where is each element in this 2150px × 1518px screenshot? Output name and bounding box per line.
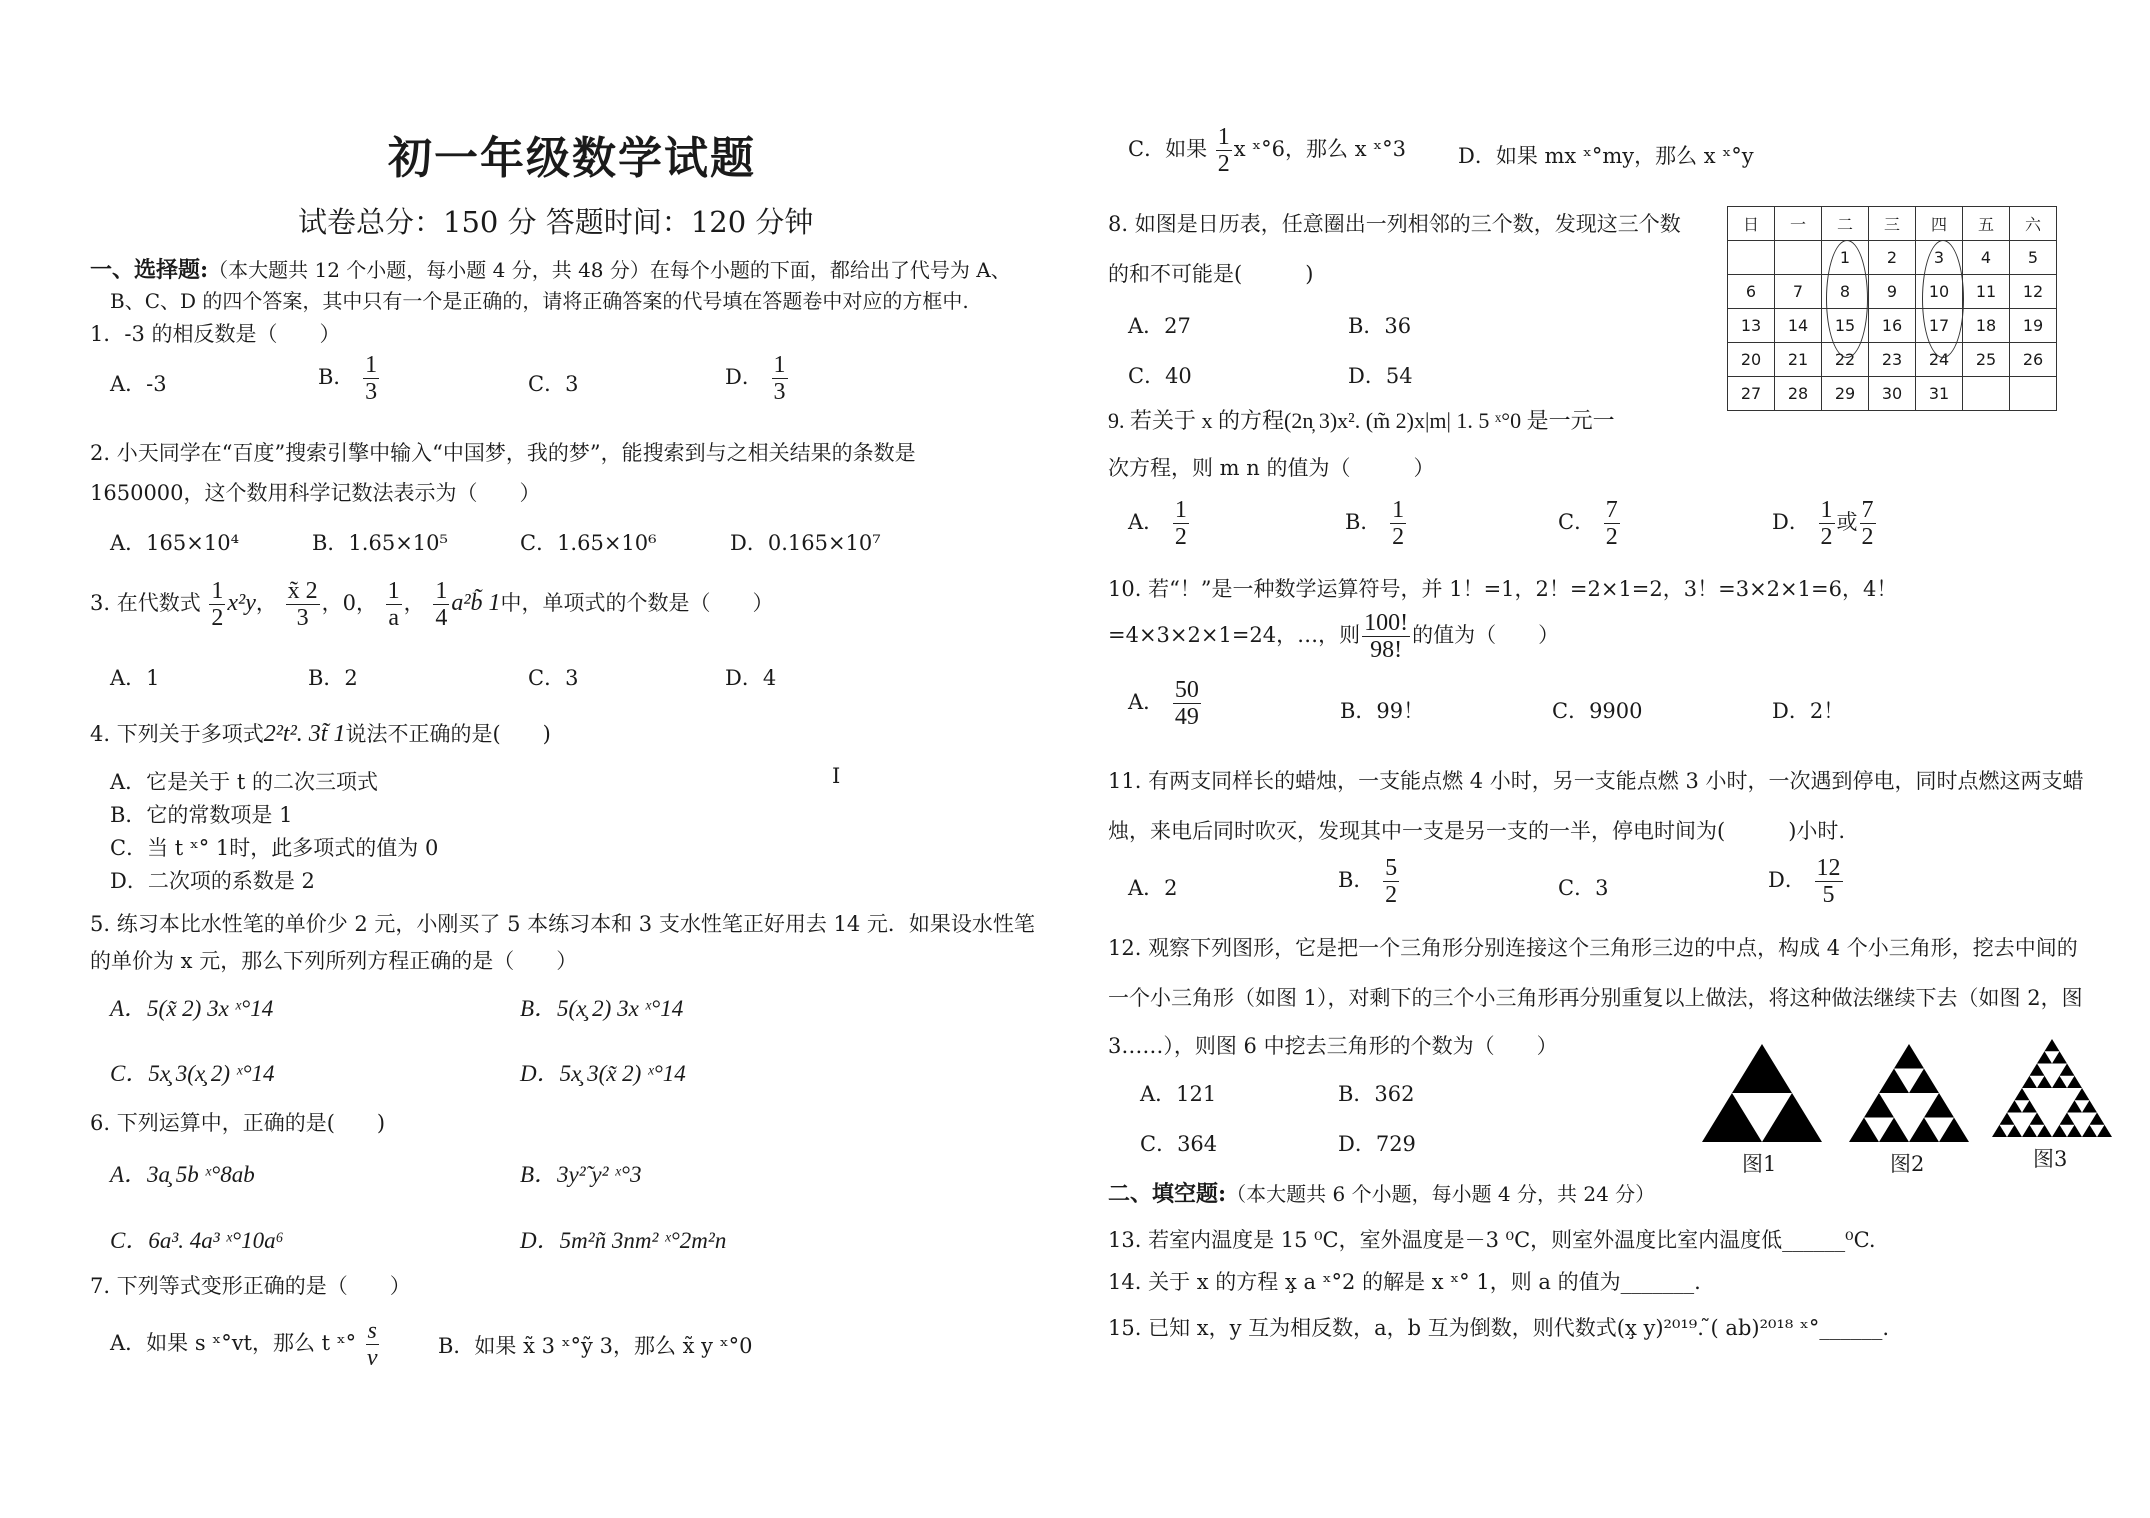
calendar-cell: 27: [1728, 377, 1775, 411]
q10-option-a-label: A．: [1128, 690, 1165, 714]
q4-option-d: D．二次项的系数是 2: [110, 869, 315, 893]
calendar-header-cell: 日: [1728, 207, 1775, 241]
q2-stem-line2: 1650000，这个数用科学记数法表示为（ ）: [90, 481, 541, 505]
sierpinski-figure-1: [1700, 1040, 1825, 1145]
q3-option-b: B．2: [308, 666, 358, 690]
calendar-cell: 13: [1728, 309, 1775, 343]
q2-option-c: C．1.65×10⁶: [520, 531, 657, 555]
exam-subtitle: 试卷总分：150 分 答题时间：120 分钟: [298, 205, 814, 239]
calendar-cell: 9: [1869, 275, 1916, 309]
fraction-five-half: $\frac{5}{2}$: [1385, 855, 1398, 908]
q6-stem: 6. 下列运算中，正确的是( ): [90, 1111, 386, 1135]
q10-option-d: D．2！: [1772, 699, 1845, 723]
q3-term-1: x²y: [227, 590, 256, 616]
q10-stem-line1: 10. 若“！”是一种数学运算符号，并 1！=1，2！=2×1=2，3！=3×2×1=6，4！: [1108, 577, 1898, 601]
calendar-cell: 31: [1916, 377, 1963, 411]
calendar-cell: 10: [1916, 275, 1963, 309]
q5-option-d: D．5x̧ 3(x̃ 2) ˣ°14: [520, 1061, 686, 1086]
q9-option-d: [1772, 497, 1878, 550]
fraction-seven-half: $\frac{7}{2}$: [1605, 497, 1618, 550]
section-1-desc: （本大题共 12 个小题，每小题 4 分，共 48 分）在每个小题的下面，都给出了代号为 A、: [208, 258, 1011, 282]
calendar-header-cell: 四: [1916, 207, 1963, 241]
q8-option-c: C．40: [1128, 364, 1192, 388]
q9-option-c-label: C．: [1558, 510, 1596, 534]
q11-option-a: A．2: [1128, 876, 1178, 900]
calendar-cell: [1775, 241, 1822, 275]
calendar-cell: 15: [1822, 309, 1869, 343]
calendar-cell: 23: [1869, 343, 1916, 377]
calendar-cell: 29: [1822, 377, 1869, 411]
q12-option-c: C．364: [1140, 1132, 1218, 1156]
q12-stem-line2: 一个小三角形（如图 1），对剩下的三个小三角形再分别重复以上做法，将这种做法继续下去（如图 2，图: [1108, 986, 2083, 1010]
fraction-s-over-v: $\frac{s}{v}$: [366, 1318, 378, 1371]
q8-option-d: D．54: [1348, 364, 1413, 388]
q2-stem-line1: 2. 小天同学在“百度”搜索引擎中输入“中国梦，我的梦”，能搜索到与之相关结果的条数是: [90, 441, 916, 465]
q7-option-d: D．如果 mx ˣ°my，那么 x ˣ°y: [1458, 144, 1754, 168]
fraction-half-q9d: $\frac{1}{2}$: [1820, 497, 1833, 550]
q7-stem: 7. 下列等式变形正确的是（ ）: [90, 1274, 411, 1298]
q11-option-b-label: B．: [1338, 868, 1375, 892]
figure-1-caption: 图1: [1742, 1152, 1777, 1176]
calendar-cell: 5: [2010, 241, 2057, 275]
calendar-row: [1728, 343, 2057, 377]
q1-option-b-label: B．: [318, 365, 355, 389]
q8-option-a: A．27: [1128, 314, 1191, 338]
calendar-cell: 18: [1963, 309, 2010, 343]
q7-option-c-text: x ˣ°6，那么 x ˣ°3: [1233, 137, 1407, 161]
q4-option-a: A．它是关于 t 的二次三项式: [110, 770, 378, 794]
q1-option-c: C．3: [528, 372, 579, 396]
q4-stem: [90, 718, 551, 748]
fraction-half: $\frac{1}{2}$: [211, 578, 224, 631]
calendar-cell: 6: [1728, 275, 1775, 309]
q7-option-a: [110, 1318, 382, 1371]
calendar-header-cell: 二: [1822, 207, 1869, 241]
q3-option-c: C．3: [528, 666, 579, 690]
q2-option-a: A．165×10⁴: [110, 531, 239, 555]
q1-option-b: [318, 352, 381, 405]
q1-stem: 1．-3 的相反数是（ ）: [90, 322, 341, 346]
fraction-one-a: $\frac{1}{a}$: [387, 578, 400, 631]
calendar-cell: 4: [1963, 241, 2010, 275]
calendar-circle-column-2: [1826, 240, 1868, 358]
figure-3-caption: 图3: [2033, 1147, 2068, 1171]
figure-2-caption: 图2: [1890, 1152, 1925, 1176]
q11-option-d-label: D．: [1768, 868, 1806, 892]
fraction-half-q9b: $\frac{1}{2}$: [1392, 497, 1405, 550]
calendar-row: [1728, 241, 2057, 275]
q3-term-5: a²b̃ 1: [451, 590, 501, 616]
q6-option-c: C．6a³. 4a³ ˣ°10a⁶: [110, 1228, 284, 1253]
section-2-heading: 二、填空题:: [1108, 1181, 1227, 1207]
fraction-factorial: $\frac{100!}{98!}$: [1364, 610, 1409, 663]
sierpinski-figure-3: [1990, 1035, 2115, 1140]
q12-option-a: A．121: [1140, 1082, 1217, 1106]
calendar-cell: [1728, 241, 1775, 275]
fraction-seven-half-q9d: $\frac{7}{2}$: [1861, 497, 1874, 550]
fraction-half-q9a: $\frac{1}{2}$: [1174, 497, 1187, 550]
calendar-row: [1728, 275, 2057, 309]
calendar-header-row: [1728, 207, 2057, 241]
fraction-quarter: $\frac{1}{4}$: [435, 578, 448, 631]
q2-option-b: B．1.65×10⁵: [312, 531, 448, 555]
q10-stem-line2-pre: =4×3×2×1=24，…，则: [1108, 623, 1361, 647]
q10-option-c: C．9900: [1552, 699, 1643, 723]
calendar-cell: 7: [1775, 275, 1822, 309]
calendar-cell: 1: [1822, 241, 1869, 275]
fraction-neg-x-2: $\frac{x̃ 2}{3}$: [287, 578, 318, 631]
q6-option-b: B．3y²̃ y² ˣ°3: [520, 1162, 642, 1187]
q12-option-b: B．362: [1338, 1082, 1415, 1106]
q5-stem-line2: 的单价为 x 元，那么下列所列方程正确的是（ ）: [90, 949, 578, 973]
q6-option-d: D．5m²ñ 3nm² ˣ°2m²n: [520, 1228, 727, 1253]
q11-stem-line2: 烛，来电后同时吹灭，发现其中一支是另一支的一半，停电时间为( )小时.: [1108, 819, 1846, 843]
q12-stem-line1: 12. 观察下列图形，它是把一个三角形分别连接这个三角形三边的中点，构成 4 个小三角形，挖去中间的: [1108, 936, 2078, 960]
q10-stem-line2-post: 的值为（ ）: [1412, 623, 1560, 647]
sierpinski-figure-2: [1847, 1040, 1972, 1145]
q1-option-d-label: D．: [725, 365, 763, 389]
section-1-header: [90, 253, 1011, 284]
fraction-fifty-49: $\frac{50}{49}$: [1174, 677, 1199, 730]
q5-stem-line1: 5. 练习本比水性笔的单价少 2 元，小刚买了 5 本练习本和 3 支水性笔正好用去 14 元．如果设水性笔: [90, 912, 1035, 936]
calendar-header-cell: 六: [2010, 207, 2057, 241]
calendar-cell: 14: [1775, 309, 1822, 343]
fraction-one-third-d: $\frac{1}{3}$: [773, 352, 786, 405]
q9-option-d-label: D．: [1772, 510, 1810, 534]
q10-option-b: B．99！: [1340, 699, 1425, 723]
calendar-header-cell: 三: [1869, 207, 1916, 241]
q9-option-d-or: 或: [1836, 510, 1858, 534]
q4-polynomial: 2²t². 3t̃ 1: [263, 721, 346, 747]
calendar-cell: 21: [1775, 343, 1822, 377]
calendar-cell: 30: [1869, 377, 1916, 411]
calendar-cell: 20: [1728, 343, 1775, 377]
q15: 15. 已知 x，y 互为相反数，a，b 互为倒数，则代数式(x̧ y)²⁰¹⁹. ̃( ab)²⁰¹⁸ ˣ°______.: [1108, 1316, 1890, 1340]
q11-option-d: [1768, 855, 1845, 908]
calendar-table: [1727, 206, 2057, 411]
q11-option-c: C．3: [1558, 876, 1609, 900]
calendar-circle-column-4: [1922, 240, 1964, 358]
q1-option-a: A．-3: [110, 372, 167, 396]
q12-option-d: D．729: [1338, 1132, 1416, 1156]
q8-stem-line2: 的和不可能是( ): [1108, 262, 1314, 286]
q5-option-a: A．5(x̃ 2) 3x ˣ°14: [110, 996, 274, 1021]
q2-option-d: D．0.165×10⁷: [730, 531, 881, 555]
q11-option-b: [1338, 855, 1401, 908]
calendar-cell: 22: [1822, 343, 1869, 377]
q3-option-a: A．1: [110, 666, 160, 690]
q9-stem-line1: 9. 若关于 x 的方程(2n̦ 3)x². (m̃ 2)x|m| 1. 5 ˣ°0 是一元一: [1108, 408, 1615, 433]
q12-stem-line3: 3……），则图 6 中挖去三角形的个数为（ ）: [1108, 1034, 1558, 1058]
stray-mark: I: [832, 764, 841, 788]
q3-stem: 3. 在代数式 $\frac{1}{2}$ x²y， $\frac{x̃ 2}{3}$ ，0， $\frac{1}{a}$ ， $\frac{1}{4}$ a²b̃ 1中，单项式的个数是（ ）: [90, 578, 774, 631]
section-1-desc-2: B、C、D 的四个答案，其中只有一个是正确的，请将正确答案的代号填在答题卷中对应的方框中.: [110, 289, 969, 313]
q3-term-3: ，0，: [321, 591, 377, 615]
fraction-half-q7: $\frac{1}{2}$: [1217, 124, 1230, 177]
calendar-cell: 3: [1916, 241, 1963, 275]
calendar-cell: [1963, 377, 2010, 411]
section-1-heading: 一、选择题:: [90, 257, 209, 283]
q7-option-a-text: A．如果 s ˣ°vt，那么 t ˣ°: [110, 1331, 357, 1355]
calendar-cell: 16: [1869, 309, 1916, 343]
q14: 14. 关于 x 的方程 x̧ a ˣ°2 的解是 x ˣ° 1，则 a 的值为_______.: [1108, 1270, 1701, 1294]
q5-option-c: C．5x̧ 3(x̧ 2) ˣ°14: [110, 1061, 275, 1086]
calendar-cell: 24: [1916, 343, 1963, 377]
q7-option-b: B．如果 x̃ 3 ˣ°ỹ 3，那么 x̃ y ˣ°0: [438, 1334, 753, 1358]
q3-stem-pre: 3. 在代数式: [90, 591, 201, 615]
q4-stem-post: 说法不正确的是( ): [345, 722, 551, 746]
q3-stem-post: 中，单项式的个数是（ ）: [500, 591, 774, 615]
q8-stem-line1: 8. 如图是日历表，任意圈出一列相邻的三个数，发现这三个数: [1108, 212, 1681, 236]
q4-option-b: B．它的常数项是 1: [110, 803, 293, 827]
page-title: 初一年级数学试题: [388, 133, 756, 184]
q9-option-a: [1128, 497, 1191, 550]
q7-option-c-label: C．如果: [1128, 137, 1208, 161]
fraction-twelve-fifth: $\frac{12}{5}$: [1816, 855, 1841, 908]
calendar-cell: 8: [1822, 275, 1869, 309]
calendar-cell: 25: [1963, 343, 2010, 377]
fraction-one-third: $\frac{1}{3}$: [365, 352, 378, 405]
q9-option-a-label: A．: [1128, 510, 1165, 534]
calendar-cell: 12: [2010, 275, 2057, 309]
calendar-cell: 26: [2010, 343, 2057, 377]
q9-stem-line2: 次方程，则 m n 的值为（ ）: [1108, 456, 1435, 480]
calendar-row: [1728, 309, 2057, 343]
calendar-header-cell: 五: [1963, 207, 2010, 241]
calendar-cell: 17: [1916, 309, 1963, 343]
q6-option-a: A．3a̧ 5b ˣ°8ab: [110, 1162, 255, 1187]
q1-option-d: [725, 352, 790, 405]
q7-option-c: [1128, 124, 1406, 177]
q3-option-d: D．4: [725, 666, 777, 690]
q10-option-a: [1128, 677, 1203, 730]
section-2-desc: （本大题共 6 个小题，每小题 4 分，共 24 分）: [1226, 1182, 1656, 1206]
q11-stem-line1: 11. 有两支同样长的蜡烛，一支能点燃 4 小时，另一支能点燃 3 小时，一次遇到停电，同时点燃这两支蜡: [1108, 769, 2084, 793]
calendar-header-cell: 一: [1775, 207, 1822, 241]
q9-option-b: [1345, 497, 1408, 550]
q9-option-b-label: B．: [1345, 510, 1382, 534]
q13: 13. 若室内温度是 15 ⁰C，室外温度是－3 ⁰C，则室外温度比室内温度低______⁰C.: [1108, 1228, 1876, 1252]
calendar-cell: [2010, 377, 2057, 411]
calendar-cell: 19: [2010, 309, 2057, 343]
q5-option-b: B．5(x̧ 2) 3x ˣ°14: [520, 996, 684, 1021]
calendar-row: [1728, 377, 2057, 411]
calendar-cell: 2: [1869, 241, 1916, 275]
calendar-cell: 28: [1775, 377, 1822, 411]
q8-option-b: B．36: [1348, 314, 1412, 338]
section-2-header: [1108, 1177, 1655, 1208]
q4-stem-pre: 4. 下列关于多项式: [90, 722, 264, 746]
calendar-cell: 11: [1963, 275, 2010, 309]
q9-option-c: [1558, 497, 1622, 550]
q10-stem-line2: [1108, 610, 1559, 663]
q4-option-c: C．当 t ˣ° 1时，此多项式的值为 0: [110, 836, 439, 860]
